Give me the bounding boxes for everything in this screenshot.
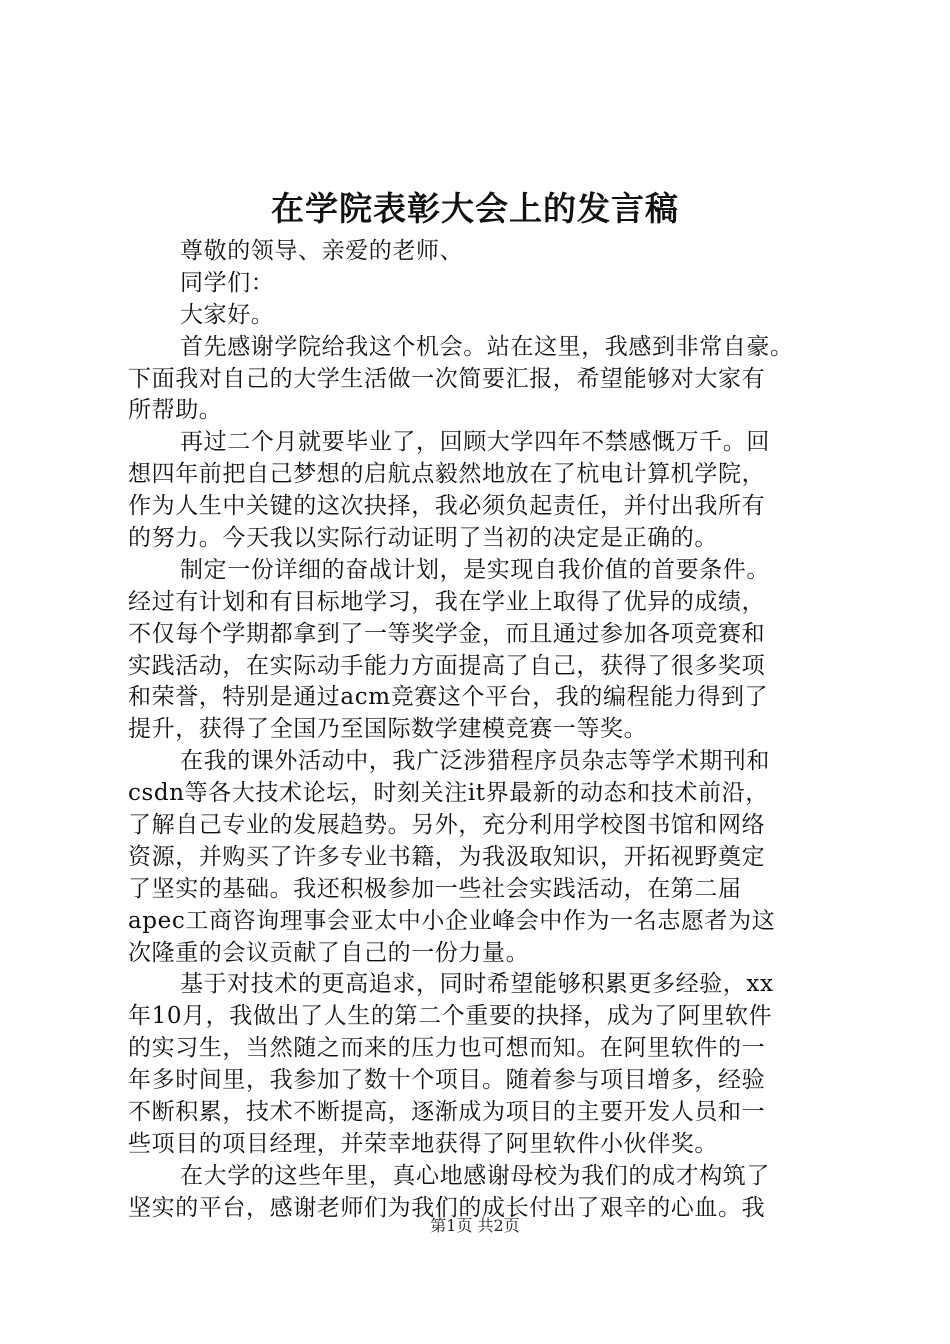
text-line: csdn等各大技术论坛，时刻关注it界最新的动态和技术前沿， — [128, 780, 769, 807]
text-line: 次隆重的会议贡献了自己的一份力量。 — [128, 939, 530, 966]
text-line: 不断积累，技术不断提高，逐渐成为项目的主要开发人员和一 — [128, 1099, 766, 1126]
text-line: 不仅每个学期都拿到了一等奖学金，而且通过参加各项竞赛和 — [128, 620, 766, 647]
text-line: 些项目的项目经理，并荣幸地获得了阿里软件小伙伴奖。 — [128, 1130, 718, 1157]
text-line: 提升，获得了全国乃至国际数学建模竞赛一等奖。 — [128, 716, 648, 743]
text-line: 了解自己专业的发展趋势。另外，充分利用学校图书馆和网络 — [128, 812, 766, 839]
text-line: 的实习生，当然随之而来的压力也可想而知。在阿里软件的一 — [128, 1035, 766, 1062]
text-line: 基于对技术的更高追求，同时希望能够积累更多经验，xx — [180, 971, 774, 998]
text-line: 年多时间里，我参加了数十个项目。随着参与项目增多，经验 — [128, 1067, 766, 1094]
text-line: 的努力。今天我以实际行动证明了当初的决定是正确的。 — [128, 525, 718, 552]
text-line: 作为人生中关键的这次抉择，我必须负起责任，并付出我所有 — [128, 493, 766, 520]
page-number-footer: 第1页 共2页 — [430, 1216, 520, 1235]
text-line: 首先感谢学院给我这个机会。站在这里，我感到非常自豪。 — [180, 333, 794, 360]
text-line: 坚实的平台，感谢老师们为我们的成长付出了艰辛的心血。我 — [128, 1194, 766, 1221]
text-line: 制定一份详细的奋战计划，是实现自我价值的首要条件。 — [180, 556, 770, 583]
text-line: 再过二个月就要毕业了，回顾大学四年不禁感慨万千。回 — [180, 429, 770, 456]
text-line: apec工商咨询理事会亚太中小企业峰会中作为一名志愿者为这 — [128, 907, 776, 934]
text-line: 在我的课外活动中，我广泛涉猎程序员杂志等学术期刊和 — [180, 748, 770, 775]
document-body — [128, 236, 838, 1225]
text-line: 资源，并购买了许多专业书籍，为我汲取知识，开拓视野奠定 — [128, 843, 766, 870]
text-line: 所帮助。 — [128, 397, 223, 424]
text-line: 同学们： — [180, 269, 275, 296]
text-line: 年10月，我做出了人生的第二个重要的抉择，成为了阿里软件 — [128, 1003, 773, 1030]
text-line: 尊敬的领导、亲爱的老师、 — [180, 238, 464, 264]
text-line: 大家好。 — [180, 301, 275, 328]
text-line: 经过有计划和有目标地学习，我在学业上取得了优异的成绩， — [128, 588, 766, 615]
document-title: 在学院表彰大会上的发言稿 — [271, 189, 679, 228]
text-line: 了坚实的基础。我还积极参加一些社会实践活动，在第二届 — [128, 875, 742, 902]
text-line: 实践活动，在实际动手能力方面提高了自己，获得了很多奖项 — [128, 652, 766, 679]
text-line: 在大学的这些年里，真心地感谢母校为我们的成才构筑了 — [180, 1162, 770, 1189]
text-line: 想四年前把自己梦想的启航点毅然地放在了杭电计算机学院， — [128, 461, 766, 488]
text-line: 和荣誉，特别是通过acm竞赛这个平台，我的编程能力得到了 — [128, 684, 769, 711]
text-line: 下面我对自己的大学生活做一次简要汇报，希望能够对大家有 — [128, 365, 766, 392]
